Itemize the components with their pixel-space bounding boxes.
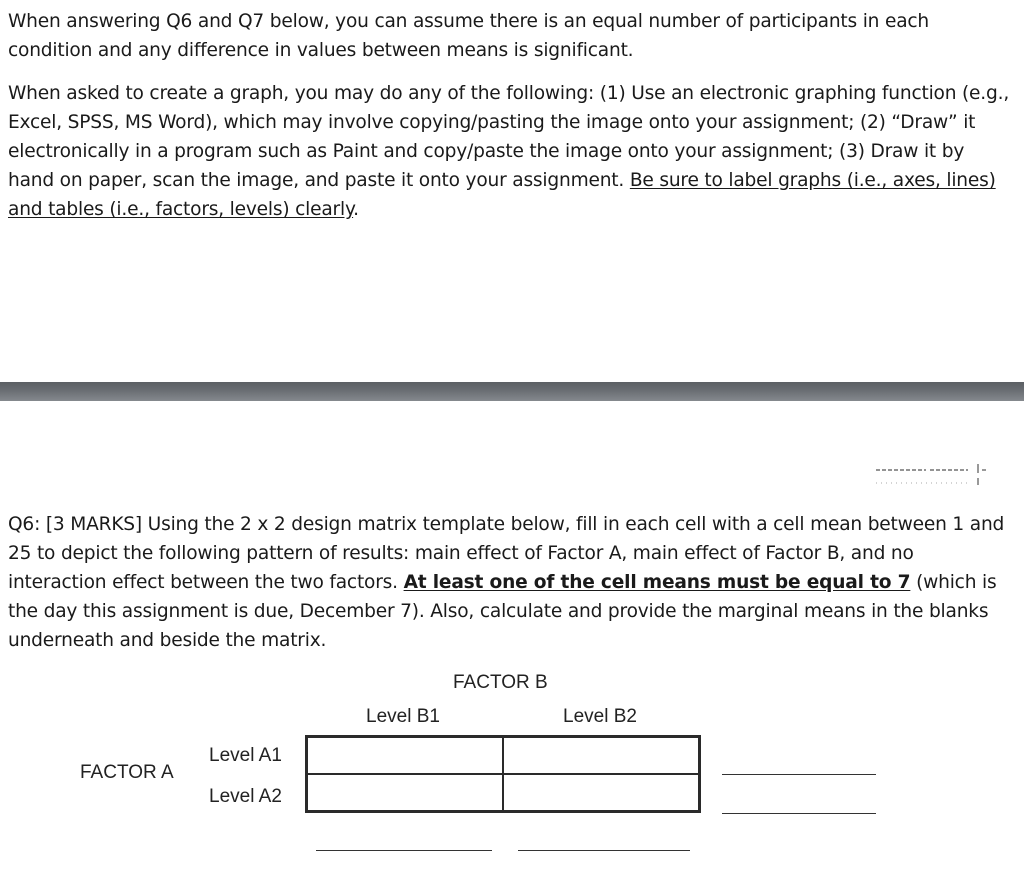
level-a2-label: Level A2: [209, 786, 282, 807]
intro-text: When answering Q6 and Q7 below, you can assume there is an equal number of participants in each condition and any difference in values between means is significant.: [8, 11, 930, 61]
design-matrix: [305, 735, 701, 813]
graph-instructions-paragraph: [8, 79, 1013, 224]
factor-a-label: FACTOR A: [80, 762, 174, 783]
marginal-mean-b1-blank[interactable]: [316, 850, 492, 851]
factor-b-label: FACTOR B: [453, 672, 548, 693]
cell-a1-b2[interactable]: [503, 737, 699, 774]
intro-paragraph: [8, 7, 1013, 65]
level-b1-label: Level B1: [366, 706, 440, 727]
graph-instructions-text: When asked to create a graph, you may do any of the following: (1) Use an electronic graphing function (e.g., Excel, SPSS, MS Word), which may involve copying/pasting the image onto your assignment; (2) “Draw” it electronically in a program such as Paint and copy/paste the image onto your assignment; (3) Draw it by hand on paper, scan the image, and paste it onto your assignment.: [8, 83, 1010, 191]
marginal-mean-a2-blank[interactable]: [722, 813, 876, 814]
graph-label-reminder: Be sure to label graphs (i.e., axes, lines) and tables (i.e., factors, levels) clearly: [8, 170, 996, 220]
graph-instructions-end: .: [353, 199, 359, 220]
cell-a2-b2[interactable]: [503, 774, 699, 811]
level-a1-label: Level A1: [209, 745, 282, 766]
page-divider: [0, 382, 1024, 401]
q6-question: [8, 510, 1013, 655]
marginal-mean-a1-blank[interactable]: [722, 774, 876, 775]
q6-emphasis: At least one of the cell means must be equal to 7: [403, 572, 911, 593]
level-b2-label: Level B2: [563, 706, 637, 727]
q6-text-part2: (which is the day this assignment is due, December 7). Also, calculate and provide the marginal means in the blanks underneath and beside the matrix.: [8, 572, 997, 651]
cell-a1-b1[interactable]: [307, 737, 503, 774]
scan-artifact-dashes: [876, 462, 986, 486]
cell-a2-b1[interactable]: [307, 774, 503, 811]
marginal-mean-b2-blank[interactable]: [518, 850, 690, 851]
q6-text-part1: Q6: [3 MARKS] Using the 2 x 2 design matrix template below, fill in each cell with a cell mean between 1 and 25 to depict the following pattern of results: main effect of Factor A, main effect of Factor B, and no interaction effect between the two factors.: [8, 514, 1005, 593]
